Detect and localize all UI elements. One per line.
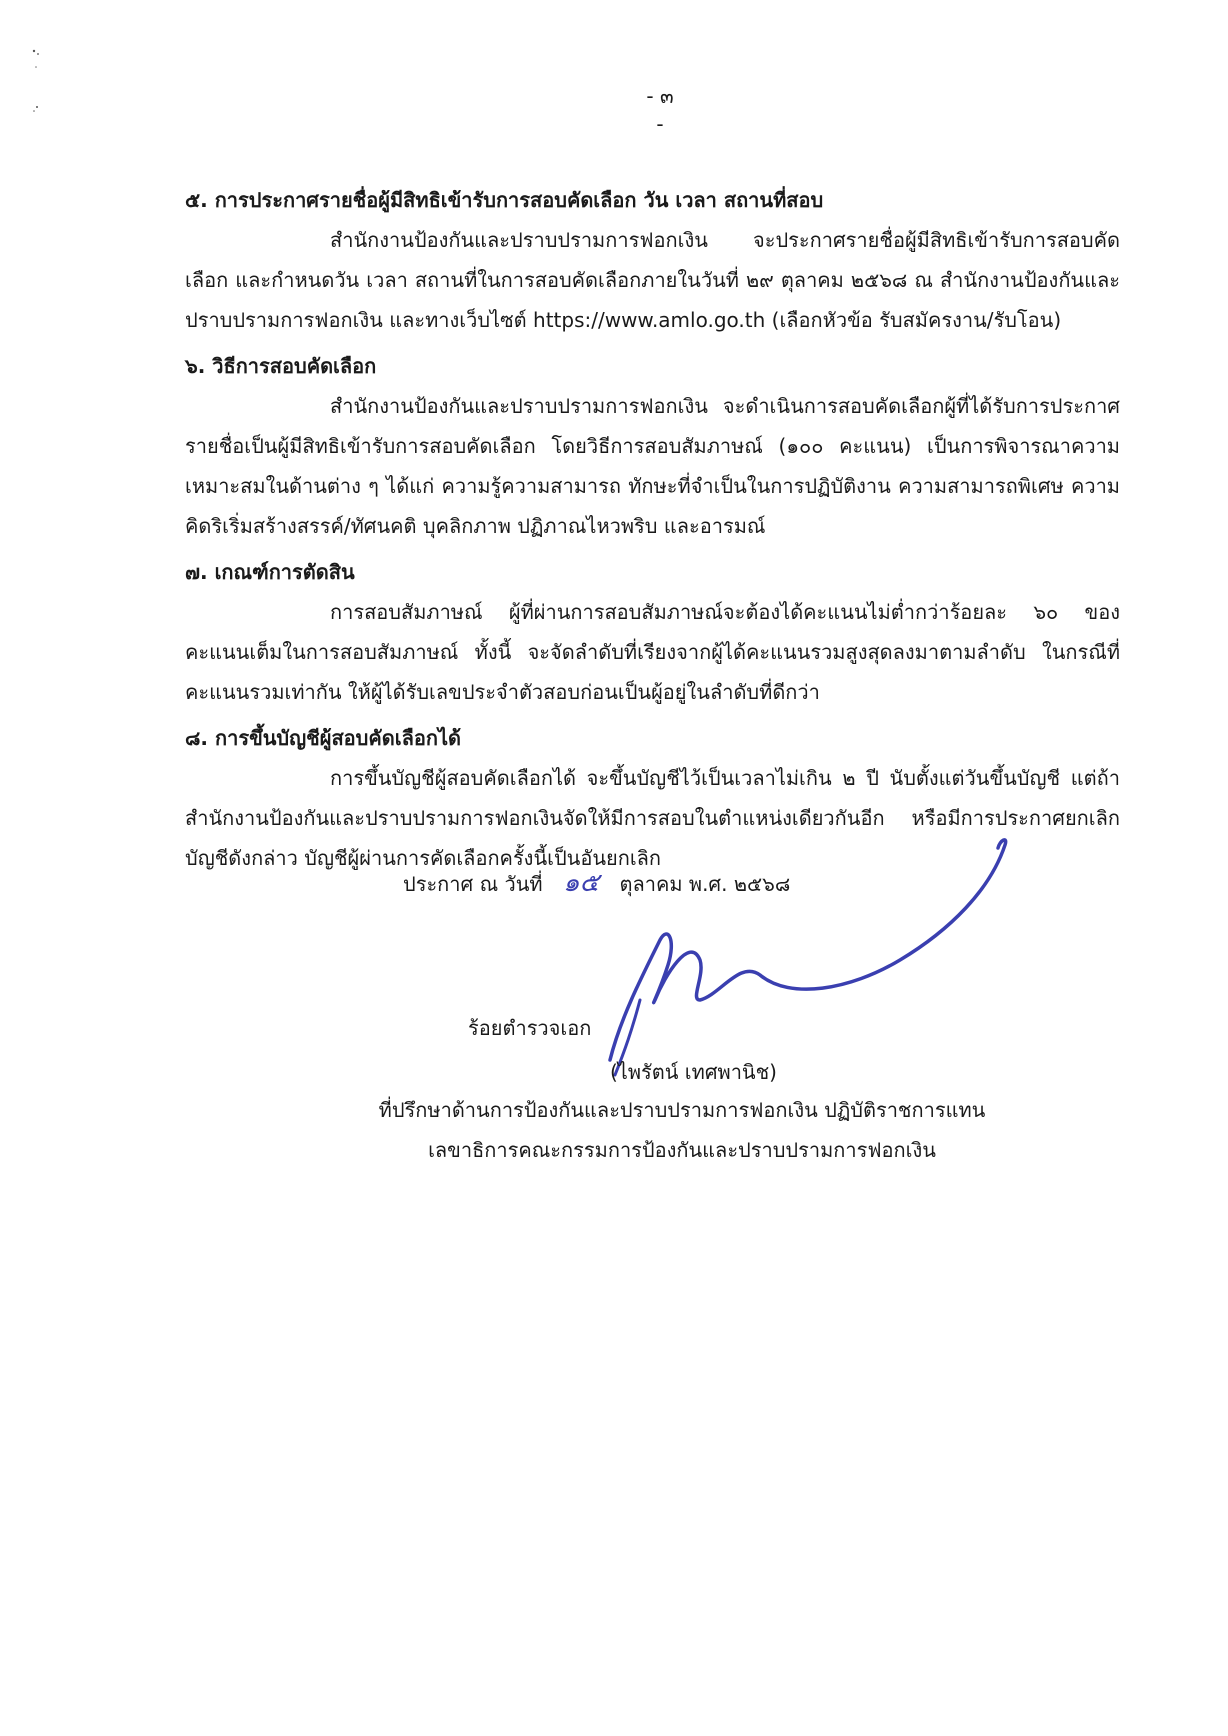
signatory-title-line1: ที่ปรึกษาด้านการป้องกันและปราบปรามการฟอกเงิน ปฏิบัติราชการแทน — [378, 1098, 986, 1122]
section-list-registration — [185, 718, 1120, 878]
announcement-prefix: ประกาศ ณ วันที่ — [403, 872, 543, 896]
signatory-name: (ไพรัตน์ เทศพานิช) — [610, 1060, 777, 1084]
section-heading: ๗. เกณฑ์การตัดสิน — [185, 560, 355, 584]
announcement-suffix: ตุลาคม พ.ศ. ๒๕๖๘ — [619, 872, 791, 896]
page-number: - ๓ - — [646, 84, 674, 136]
section-heading: ๘. การขึ้นบัญชีผู้สอบคัดเลือกได้ — [185, 726, 461, 750]
section-body: การขึ้นบัญชีผู้สอบคัดเลือกได้ จะขึ้นบัญชีไว้เป็นเวลาไม่เกิน ๒ ปี นับตั้งแต่วันขึ้นบัญชี แต่ถ้าสำนักงานป้องกันและปราบปรามการฟอกเงินจัดให้มีการสอบในตำแหน่งเดียวกันอีก หรือมีการประกาศยกเลิกบัญชีดังกล่าว บัญชีผู้ผ่านการคัดเลือกครั้งนี้เป็นอันยกเลิก — [185, 766, 1120, 870]
section-body: สำนักงานป้องกันและปราบปรามการฟอกเงิน จะประกาศรายชื่อผู้มีสิทธิเข้ารับการสอบคัดเลือก และกำหนดวัน เวลา สถานที่ในการสอบคัดเลือกภายในวันที่ ๒๙ ตุลาคม ๒๕๖๘ ณ สำนักงานป้องกันและปราบปรามการฟอกเงิน และทางเว็บไซต์ https://www.amlo.go.th (เลือกหัวข้อ รับสมัครงาน/รับโอน) — [185, 228, 1120, 332]
section-judging-criteria — [185, 552, 1120, 712]
signatory-rank: ร้อยตำรวจเอก — [468, 1016, 592, 1040]
section-body: การสอบสัมภาษณ์ ผู้ที่ผ่านการสอบสัมภาษณ์จะต้องได้คะแนนไม่ต่ำกว่าร้อยละ ๖๐ ของคะแนนเต็มในการสอบสัมภาษณ์ ทั้งนี้ จะจัดลำดับที่เรียงจากผู้ได้คะแนนรวมสูงสุดลงมาตามลำดับ ในกรณีที่คะแนนรวมเท่ากัน ให้ผู้ได้รับเลขประจำตัวสอบก่อนเป็นผู้อยู่ในลำดับที่ดีกว่า — [185, 600, 1120, 704]
section-body: สำนักงานป้องกันและปราบปรามการฟอกเงิน จะดำเนินการสอบคัดเลือกผู้ที่ได้รับการประกาศรายชื่อเป็นผู้มีสิทธิเข้ารับการสอบคัดเลือก โดยวิธีการสอบสัมภาษณ์ (๑๐๐ คะแนน) เป็นการพิจารณาความเหมาะสมในด้านต่าง ๆ ได้แก่ ความรู้ความสามารถ ทักษะที่จำเป็นในการปฏิบัติงาน ความสามารถพิเศษ ความคิดริเริ่มสร้างสรรค์/ทัศนคติ บุคลิกภาพ ปฏิภาณไหวพริบ และอารมณ์ — [185, 394, 1120, 538]
section-selection-method — [185, 346, 1120, 546]
announcement-date — [403, 862, 790, 903]
section-heading: ๕. การประกาศรายชื่อผู้มีสิทธิเข้ารับการสอบคัดเลือก วัน เวลา สถานที่สอบ — [185, 188, 824, 212]
scan-specks — [28, 45, 48, 125]
handwritten-day: ๑๕ — [562, 868, 600, 898]
section-announcement-of-eligible — [185, 180, 1120, 340]
section-heading: ๖. วิธีการสอบคัดเลือก — [185, 354, 377, 378]
document-body — [185, 180, 1120, 884]
signatory-title-line2: เลขาธิการคณะกรรมการป้องกันและปราบปรามการฟอกเงิน — [428, 1138, 936, 1162]
